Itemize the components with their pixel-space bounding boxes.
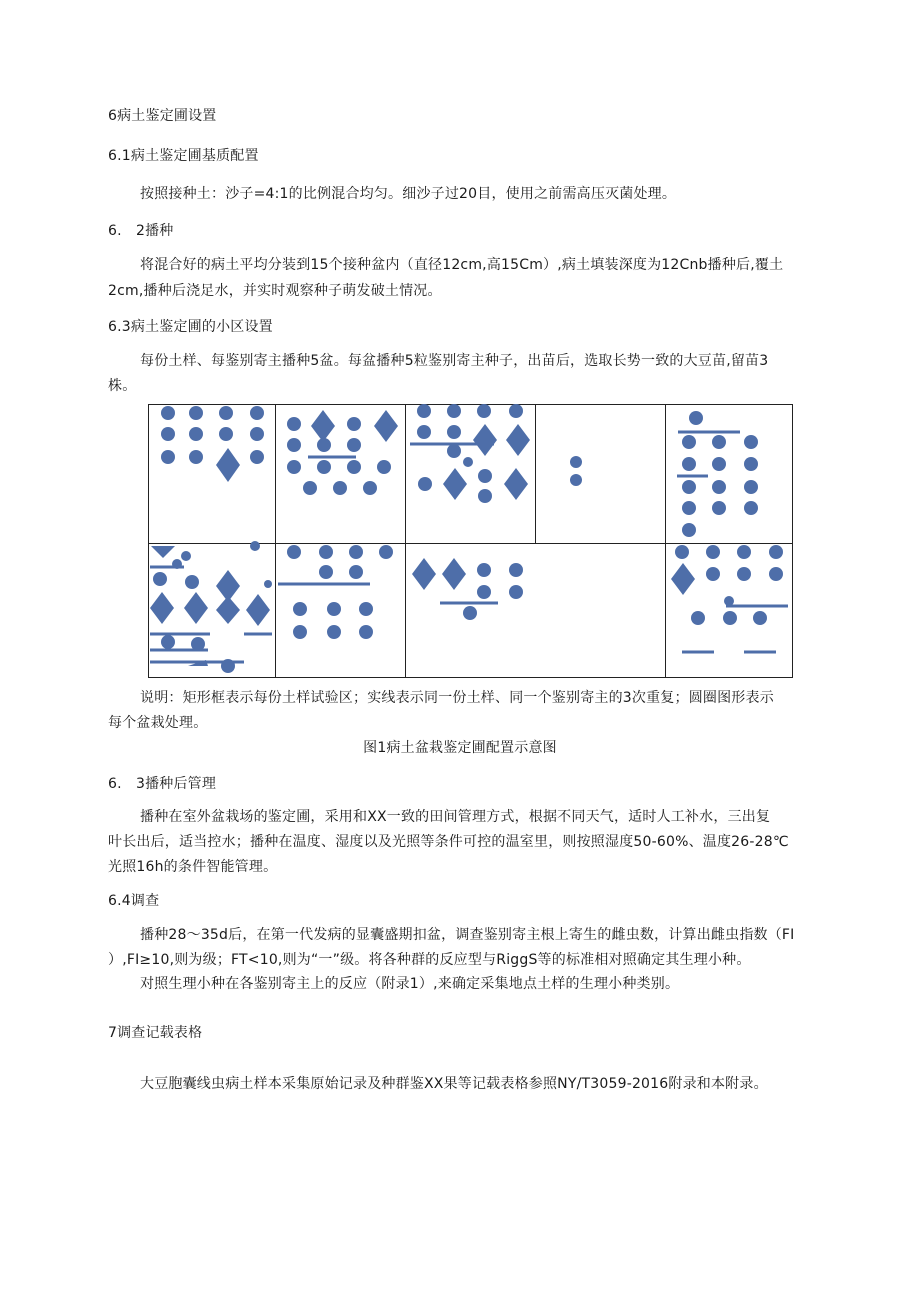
pot-layout-figure <box>148 404 793 678</box>
plot-cell-9 <box>671 545 788 652</box>
section-6-1-paragraph: 按照接种土：沙子=4:1的比例混合均匀。细沙子过20目，使用之前需高压灭菌处理。 <box>140 186 677 202</box>
section-6-3b-paragraph-line2: 叶长出后，适当控水；播种在温度、湿度以及光照等条件可控的温室里，则按照湿度50-60%、温度26-28℃ <box>108 834 789 850</box>
section-6-3-paragraph-line2: 株。 <box>108 378 137 394</box>
section-6-3b-paragraph-line1: 播种在室外盆栽场的鉴定圃，采用和XX一致的田间管理方式，根据不同天气，适时人工补水，三出复 <box>140 809 771 825</box>
section-6-2-paragraph-line1: 将混合好的病土平均分装到15个接种盆内（直径12cm,高15Cm）,病土填装深度为12Cnb播种后,覆土 <box>140 257 784 273</box>
section-6-4-paragraph-line2: ）,FI≥10,则为级；FT<10,则为“一”级。将各种群的反应型与RiggS等的标准相对照确定其生理小种。 <box>108 952 751 968</box>
section-6-4-heading: 6.4调查 <box>108 893 160 909</box>
plot-cell-3 <box>410 404 530 503</box>
section-6-4-paragraph-line3: 对照生理小种在各鉴别寄主上的反应（附录1）,来确定采集地点土样的生理小种类别。 <box>140 976 680 992</box>
section-6-3-paragraph-line1: 每份土样、每鉴别寄主播种5盆。每盆播种5粒鉴别寄主种子，出苗后，选取长势一致的大豆苗,留苗3 <box>140 353 769 369</box>
plot-cell-6 <box>150 541 272 673</box>
plot-cell-8 <box>412 558 523 620</box>
plot-cell-2 <box>287 410 398 495</box>
section-6-3b-paragraph-line3: 光照16h的条件智能管理。 <box>108 859 278 875</box>
plot-cell-5 <box>677 411 758 537</box>
figure-note-line1: 说明：矩形框表示每份土样试验区；实线表示同一份土样、同一个鉴别寄主的3次重复；圆圈图形表示 <box>140 690 774 706</box>
section-6-4-paragraph-line1: 播种28～35d后，在第一代发病的显囊盛期扣盆，调查鉴别寄主根上寄生的雌虫数，计算出雌虫指数（FI <box>140 927 795 943</box>
section-6-2-heading: 6. 2播种 <box>108 223 174 239</box>
section-6-1-heading: 6.1病土鉴定圃基质配置 <box>108 148 259 164</box>
section-7-heading: 7调查记载表格 <box>108 1025 203 1041</box>
section-7-paragraph: 大豆胞囊线虫病土样本采集原始记录及种群鉴XX果等记载表格参照NY/T3059-2016附录和本附录。 <box>140 1076 768 1092</box>
section-6-3b-heading: 6. 3播种后管理 <box>108 776 217 792</box>
section-6-3-heading: 6.3病土鉴定圃的小区设置 <box>108 319 273 335</box>
section-6-heading: 6病土鉴定圃设置 <box>108 108 217 124</box>
plot-cell-4 <box>570 456 582 486</box>
figure-note-line2: 每个盆栽处理。 <box>108 715 208 731</box>
plot-cell-1 <box>161 406 264 482</box>
section-6-2-paragraph-line2: 2cm,播种后浇足水，并实时观察种子萌发破土情况。 <box>108 283 442 299</box>
plot-cell-7 <box>278 545 393 639</box>
figure-caption: 图1病土盆栽鉴定圃配置示意图 <box>363 740 557 756</box>
